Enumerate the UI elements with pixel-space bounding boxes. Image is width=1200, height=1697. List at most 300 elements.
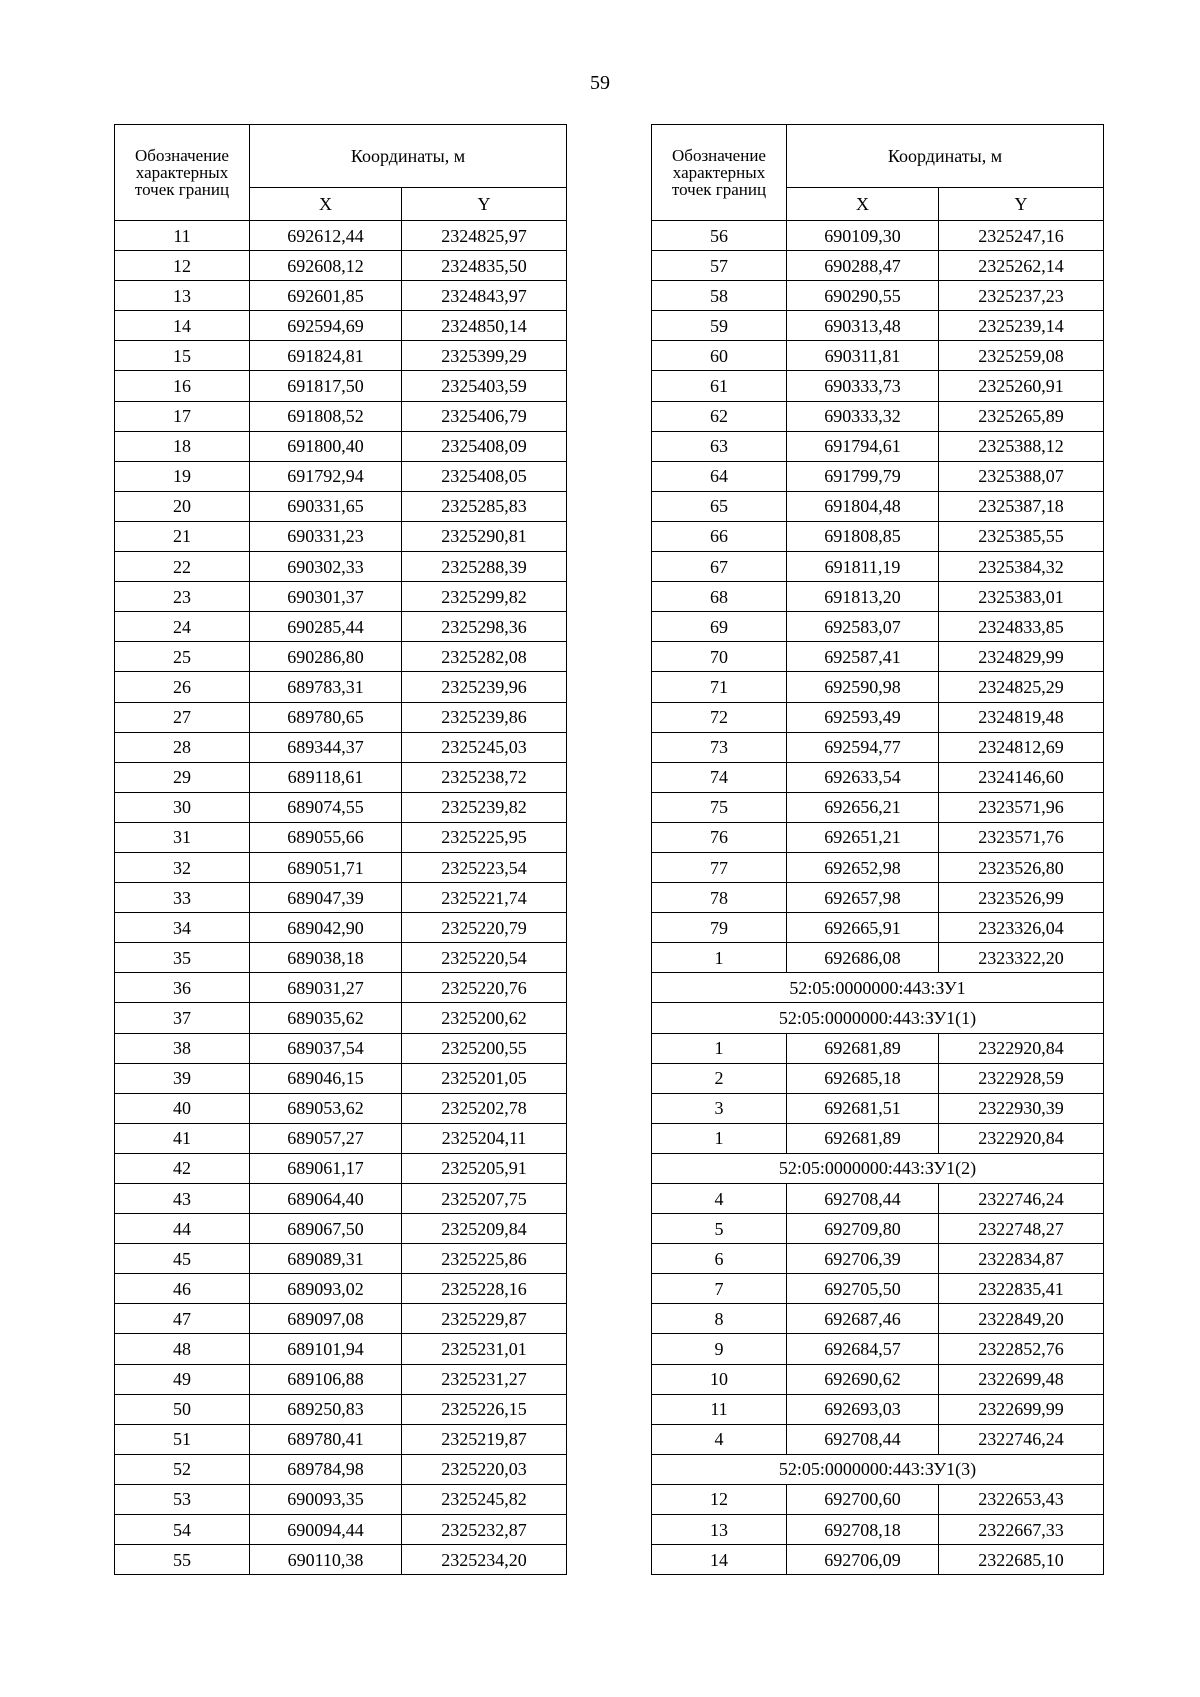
table-row [115,943,567,973]
table-row [652,1334,1104,1364]
table-row [652,552,1104,582]
table-row [652,642,1104,672]
y-coordinate-cell: 2325220,54 [402,943,567,973]
table-row [115,822,567,852]
table-row [652,883,1104,913]
table-row [115,1184,567,1214]
y-coordinate-cell: 2322852,76 [939,1334,1104,1364]
x-coordinate-cell: 692708,18 [787,1515,939,1545]
point-number-cell: 22 [115,552,250,582]
x-coordinate-cell: 692709,80 [787,1214,939,1244]
x-coordinate-cell: 691799,79 [787,461,939,491]
x-coordinate-cell: 689042,90 [250,913,402,943]
x-coordinate-cell: 692590,98 [787,672,939,702]
table-row [115,1214,567,1244]
table-row [652,311,1104,341]
point-number-cell: 36 [115,973,250,1003]
point-number-cell: 7 [652,1274,787,1304]
x-coordinate-cell: 689118,61 [250,762,402,792]
point-number-cell: 69 [652,612,787,642]
x-coordinate-cell: 692652,98 [787,852,939,882]
table-row [115,1394,567,1424]
point-number-cell: 33 [115,883,250,913]
y-coordinate-cell: 2324833,85 [939,612,1104,642]
y-coordinate-cell: 2325260,91 [939,371,1104,401]
x-coordinate-cell: 689067,50 [250,1214,402,1244]
x-coordinate-cell: 691811,19 [787,552,939,582]
table-row [652,1123,1104,1153]
x-coordinate-cell: 690302,33 [250,552,402,582]
point-number-cell: 1 [652,1123,787,1153]
x-coordinate-cell: 690313,48 [787,311,939,341]
section-row [652,1153,1104,1183]
table-row [652,341,1104,371]
point-number-cell: 8 [652,1304,787,1334]
x-coordinate-cell: 690290,55 [787,281,939,311]
table-row [652,1304,1104,1334]
x-coordinate-cell: 689064,40 [250,1184,402,1214]
x-coordinate-cell: 691813,20 [787,582,939,612]
table-row [115,281,567,311]
point-number-cell: 14 [115,311,250,341]
point-number-cell: 23 [115,582,250,612]
x-coordinate-cell: 691792,94 [250,461,402,491]
x-coordinate-cell: 692708,44 [787,1424,939,1454]
y-coordinate-cell: 2325200,62 [402,1003,567,1033]
table-row [652,521,1104,551]
table-row [115,672,567,702]
x-coordinate-cell: 692708,44 [787,1184,939,1214]
table-row [652,792,1104,822]
x-coordinate-cell: 689031,27 [250,973,402,1003]
table-row [115,732,567,762]
table-row [652,1394,1104,1424]
point-number-cell: 58 [652,281,787,311]
x-coordinate-cell: 690093,35 [250,1484,402,1514]
point-number-cell: 2 [652,1063,787,1093]
y-coordinate-cell: 2325383,01 [939,582,1104,612]
table-row [652,431,1104,461]
point-number-cell: 61 [652,371,787,401]
y-coordinate-cell: 2325384,32 [939,552,1104,582]
x-coordinate-cell: 689089,31 [250,1244,402,1274]
y-coordinate-cell: 2325219,87 [402,1424,567,1454]
point-number-cell: 68 [652,582,787,612]
x-coordinate-cell: 690110,38 [250,1545,402,1575]
y-coordinate-cell: 2325399,29 [402,341,567,371]
y-coordinate-cell: 2324825,29 [939,672,1104,702]
table-row [652,852,1104,882]
x-coordinate-cell: 692583,07 [787,612,939,642]
y-coordinate-cell: 2325231,27 [402,1364,567,1394]
point-number-cell: 70 [652,642,787,672]
y-coordinate-cell: 2325220,03 [402,1454,567,1484]
point-number-cell: 51 [115,1424,250,1454]
y-coordinate-cell: 2325290,81 [402,521,567,551]
table-row [115,1454,567,1484]
table-row [115,311,567,341]
x-coordinate-cell: 690288,47 [787,251,939,281]
y-coordinate-cell: 2323322,20 [939,943,1104,973]
y-coordinate-cell: 2325209,84 [402,1214,567,1244]
y-coordinate-cell: 2325202,78 [402,1093,567,1123]
table-row [652,1515,1104,1545]
y-coordinate-cell: 2324843,97 [402,281,567,311]
x-coordinate-cell: 692665,91 [787,913,939,943]
table-row [652,221,1104,251]
x-coordinate-cell: 692681,51 [787,1093,939,1123]
point-number-cell: 53 [115,1484,250,1514]
point-number-cell: 72 [652,702,787,732]
y-coordinate-cell: 2325207,75 [402,1184,567,1214]
table-row [115,1153,567,1183]
table-row [652,1364,1104,1394]
point-number-cell: 37 [115,1003,250,1033]
table-row [115,521,567,551]
x-coordinate-cell: 689053,62 [250,1093,402,1123]
point-number-cell: 26 [115,672,250,702]
table-row [115,883,567,913]
x-coordinate-cell: 691804,48 [787,491,939,521]
table-row [652,251,1104,281]
x-coordinate-cell: 692608,12 [250,251,402,281]
x-coordinate-cell: 689097,08 [250,1304,402,1334]
header-y: Y [402,188,567,221]
y-coordinate-cell: 2325298,36 [402,612,567,642]
y-coordinate-cell: 2325299,82 [402,582,567,612]
y-coordinate-cell: 2325200,55 [402,1033,567,1063]
x-coordinate-cell: 690286,80 [250,642,402,672]
point-number-cell: 15 [115,341,250,371]
point-number-cell: 6 [652,1244,787,1274]
y-coordinate-cell: 2322746,24 [939,1424,1104,1454]
point-number-cell: 54 [115,1515,250,1545]
table-row [115,1364,567,1394]
section-row [652,1454,1104,1484]
table-row [115,1424,567,1454]
x-coordinate-cell: 689037,54 [250,1033,402,1063]
point-number-cell: 4 [652,1184,787,1214]
point-number-cell: 14 [652,1545,787,1575]
y-coordinate-cell: 2325288,39 [402,552,567,582]
y-coordinate-cell: 2325259,08 [939,341,1104,371]
y-coordinate-cell: 2325234,20 [402,1545,567,1575]
table-row [652,1214,1104,1244]
point-number-cell: 76 [652,822,787,852]
x-coordinate-cell: 689055,66 [250,822,402,852]
table-row [652,401,1104,431]
table-row [115,1515,567,1545]
y-coordinate-cell: 2325221,74 [402,883,567,913]
table-body-left [115,221,567,1575]
point-number-cell: 11 [652,1394,787,1424]
x-coordinate-cell: 689344,37 [250,732,402,762]
point-number-cell: 29 [115,762,250,792]
table-row [652,371,1104,401]
table-row [115,913,567,943]
x-coordinate-cell: 691808,85 [787,521,939,551]
y-coordinate-cell: 2323571,96 [939,792,1104,822]
section-row [652,973,1104,1003]
y-coordinate-cell: 2325239,82 [402,792,567,822]
y-coordinate-cell: 2322653,43 [939,1484,1104,1514]
point-number-cell: 30 [115,792,250,822]
table-row [115,221,567,251]
y-coordinate-cell: 2325225,86 [402,1244,567,1274]
point-number-cell: 31 [115,822,250,852]
y-coordinate-cell: 2325205,91 [402,1153,567,1183]
table-row [115,642,567,672]
point-number-cell: 59 [652,311,787,341]
y-coordinate-cell: 2325232,87 [402,1515,567,1545]
x-coordinate-cell: 692633,54 [787,762,939,792]
y-coordinate-cell: 2325285,83 [402,491,567,521]
y-coordinate-cell: 2325220,76 [402,973,567,1003]
table-row [115,341,567,371]
x-coordinate-cell: 691824,81 [250,341,402,371]
table-row [652,1033,1104,1063]
y-coordinate-cell: 2325201,05 [402,1063,567,1093]
x-coordinate-cell: 691794,61 [787,431,939,461]
y-coordinate-cell: 2322685,10 [939,1545,1104,1575]
x-coordinate-cell: 692706,09 [787,1545,939,1575]
header-designation: Обозначение характерных точек границ [115,125,250,221]
x-coordinate-cell: 689780,65 [250,702,402,732]
y-coordinate-cell: 2325403,59 [402,371,567,401]
point-number-cell: 44 [115,1214,250,1244]
point-number-cell: 49 [115,1364,250,1394]
x-coordinate-cell: 690331,65 [250,491,402,521]
point-number-cell: 55 [115,1545,250,1575]
y-coordinate-cell: 2325204,11 [402,1123,567,1153]
y-coordinate-cell: 2322920,84 [939,1123,1104,1153]
section-label: 52:05:0000000:443:ЗУ1 [652,973,1104,1003]
coordinates-table-left [114,124,567,1575]
x-coordinate-cell: 689250,83 [250,1394,402,1424]
x-coordinate-cell: 689038,18 [250,943,402,973]
point-number-cell: 57 [652,251,787,281]
x-coordinate-cell: 689093,02 [250,1274,402,1304]
x-coordinate-cell: 689061,17 [250,1153,402,1183]
x-coordinate-cell: 692594,69 [250,311,402,341]
y-coordinate-cell: 2325228,16 [402,1274,567,1304]
header-x: X [787,188,939,221]
table-row [115,431,567,461]
point-number-cell: 56 [652,221,787,251]
table-row [115,1274,567,1304]
point-number-cell: 43 [115,1184,250,1214]
table-row [652,1244,1104,1274]
x-coordinate-cell: 690109,30 [787,221,939,251]
coordinates-table-right [651,124,1104,1575]
table-row [115,582,567,612]
point-number-cell: 5 [652,1214,787,1244]
x-coordinate-cell: 689047,39 [250,883,402,913]
point-number-cell: 12 [115,251,250,281]
point-number-cell: 64 [652,461,787,491]
table-row [652,612,1104,642]
x-coordinate-cell: 689051,71 [250,852,402,882]
x-coordinate-cell: 692685,18 [787,1063,939,1093]
point-number-cell: 28 [115,732,250,762]
point-number-cell: 71 [652,672,787,702]
x-coordinate-cell: 690331,23 [250,521,402,551]
y-coordinate-cell: 2325408,05 [402,461,567,491]
section-label: 52:05:0000000:443:ЗУ1(3) [652,1454,1104,1484]
x-coordinate-cell: 692690,62 [787,1364,939,1394]
point-number-cell: 67 [652,552,787,582]
x-coordinate-cell: 689783,31 [250,672,402,702]
point-number-cell: 79 [652,913,787,943]
x-coordinate-cell: 690333,32 [787,401,939,431]
point-number-cell: 35 [115,943,250,973]
table-row [115,1033,567,1063]
x-coordinate-cell: 689046,15 [250,1063,402,1093]
point-number-cell: 21 [115,521,250,551]
table-row [115,1123,567,1153]
table-row [115,1334,567,1364]
point-number-cell: 40 [115,1093,250,1123]
y-coordinate-cell: 2325245,03 [402,732,567,762]
y-coordinate-cell: 2325239,96 [402,672,567,702]
x-coordinate-cell: 689780,41 [250,1424,402,1454]
point-number-cell: 12 [652,1484,787,1514]
y-coordinate-cell: 2325388,07 [939,461,1104,491]
x-coordinate-cell: 692594,77 [787,732,939,762]
x-coordinate-cell: 689106,88 [250,1364,402,1394]
page-number: 59 [590,72,610,94]
point-number-cell: 78 [652,883,787,913]
table-row [115,251,567,281]
point-number-cell: 19 [115,461,250,491]
x-coordinate-cell: 689035,62 [250,1003,402,1033]
y-coordinate-cell: 2325388,12 [939,431,1104,461]
table-row [115,973,567,1003]
table-row [652,732,1104,762]
x-coordinate-cell: 692687,46 [787,1304,939,1334]
y-coordinate-cell: 2324850,14 [402,311,567,341]
x-coordinate-cell: 692681,89 [787,1033,939,1063]
table-row [115,1484,567,1514]
x-coordinate-cell: 691800,40 [250,431,402,461]
point-number-cell: 52 [115,1454,250,1484]
table-row [652,762,1104,792]
x-coordinate-cell: 692587,41 [787,642,939,672]
x-coordinate-cell: 692705,50 [787,1274,939,1304]
point-number-cell: 24 [115,612,250,642]
point-number-cell: 74 [652,762,787,792]
y-coordinate-cell: 2322699,48 [939,1364,1104,1394]
table-row [115,1244,567,1274]
point-number-cell: 48 [115,1334,250,1364]
table-row [115,1063,567,1093]
y-coordinate-cell: 2322928,59 [939,1063,1104,1093]
x-coordinate-cell: 689784,98 [250,1454,402,1484]
point-number-cell: 63 [652,431,787,461]
y-coordinate-cell: 2325220,79 [402,913,567,943]
table-row [652,702,1104,732]
point-number-cell: 16 [115,371,250,401]
x-coordinate-cell: 692651,21 [787,822,939,852]
point-number-cell: 39 [115,1063,250,1093]
y-coordinate-cell: 2324819,48 [939,702,1104,732]
y-coordinate-cell: 2325245,82 [402,1484,567,1514]
y-coordinate-cell: 2322667,33 [939,1515,1104,1545]
x-coordinate-cell: 692706,39 [787,1244,939,1274]
point-number-cell: 34 [115,913,250,943]
point-number-cell: 73 [652,732,787,762]
y-coordinate-cell: 2323526,99 [939,883,1104,913]
y-coordinate-cell: 2325387,18 [939,491,1104,521]
header-designation: Обозначение характерных точек границ [652,125,787,221]
table-row [652,672,1104,702]
point-number-cell: 41 [115,1123,250,1153]
point-number-cell: 9 [652,1334,787,1364]
x-coordinate-cell: 691808,52 [250,401,402,431]
x-coordinate-cell: 692656,21 [787,792,939,822]
y-coordinate-cell: 2325229,87 [402,1304,567,1334]
point-number-cell: 18 [115,431,250,461]
table-row [652,1484,1104,1514]
y-coordinate-cell: 2325265,89 [939,401,1104,431]
table-row [115,852,567,882]
section-label: 52:05:0000000:443:ЗУ1(1) [652,1003,1104,1033]
x-coordinate-cell: 689057,27 [250,1123,402,1153]
table-row [652,491,1104,521]
y-coordinate-cell: 2325262,14 [939,251,1104,281]
header-coordinates: Координаты, м [250,125,567,188]
point-number-cell: 11 [115,221,250,251]
y-coordinate-cell: 2324829,99 [939,642,1104,672]
header-coordinates: Координаты, м [787,125,1104,188]
y-coordinate-cell: 2325239,14 [939,311,1104,341]
point-number-cell: 25 [115,642,250,672]
x-coordinate-cell: 692684,57 [787,1334,939,1364]
point-number-cell: 47 [115,1304,250,1334]
x-coordinate-cell: 692681,89 [787,1123,939,1153]
table-row [652,1093,1104,1123]
table-row [652,1424,1104,1454]
y-coordinate-cell: 2323326,04 [939,913,1104,943]
y-coordinate-cell: 2325223,54 [402,852,567,882]
x-coordinate-cell: 690094,44 [250,1515,402,1545]
point-number-cell: 66 [652,521,787,551]
y-coordinate-cell: 2324825,97 [402,221,567,251]
table-row [115,461,567,491]
point-number-cell: 62 [652,401,787,431]
y-coordinate-cell: 2325247,16 [939,221,1104,251]
x-coordinate-cell: 692612,44 [250,221,402,251]
table-row [652,461,1104,491]
point-number-cell: 46 [115,1274,250,1304]
point-number-cell: 75 [652,792,787,822]
point-number-cell: 77 [652,852,787,882]
y-coordinate-cell: 2324835,50 [402,251,567,281]
x-coordinate-cell: 690333,73 [787,371,939,401]
point-number-cell: 42 [115,1153,250,1183]
table-row [652,1545,1104,1575]
point-number-cell: 60 [652,341,787,371]
x-coordinate-cell: 692693,03 [787,1394,939,1424]
y-coordinate-cell: 2322835,41 [939,1274,1104,1304]
x-coordinate-cell: 689074,55 [250,792,402,822]
y-coordinate-cell: 2325282,08 [402,642,567,672]
point-number-cell: 4 [652,1424,787,1454]
y-coordinate-cell: 2324812,69 [939,732,1104,762]
point-number-cell: 1 [652,943,787,973]
y-coordinate-cell: 2325385,55 [939,521,1104,551]
table-row [115,401,567,431]
